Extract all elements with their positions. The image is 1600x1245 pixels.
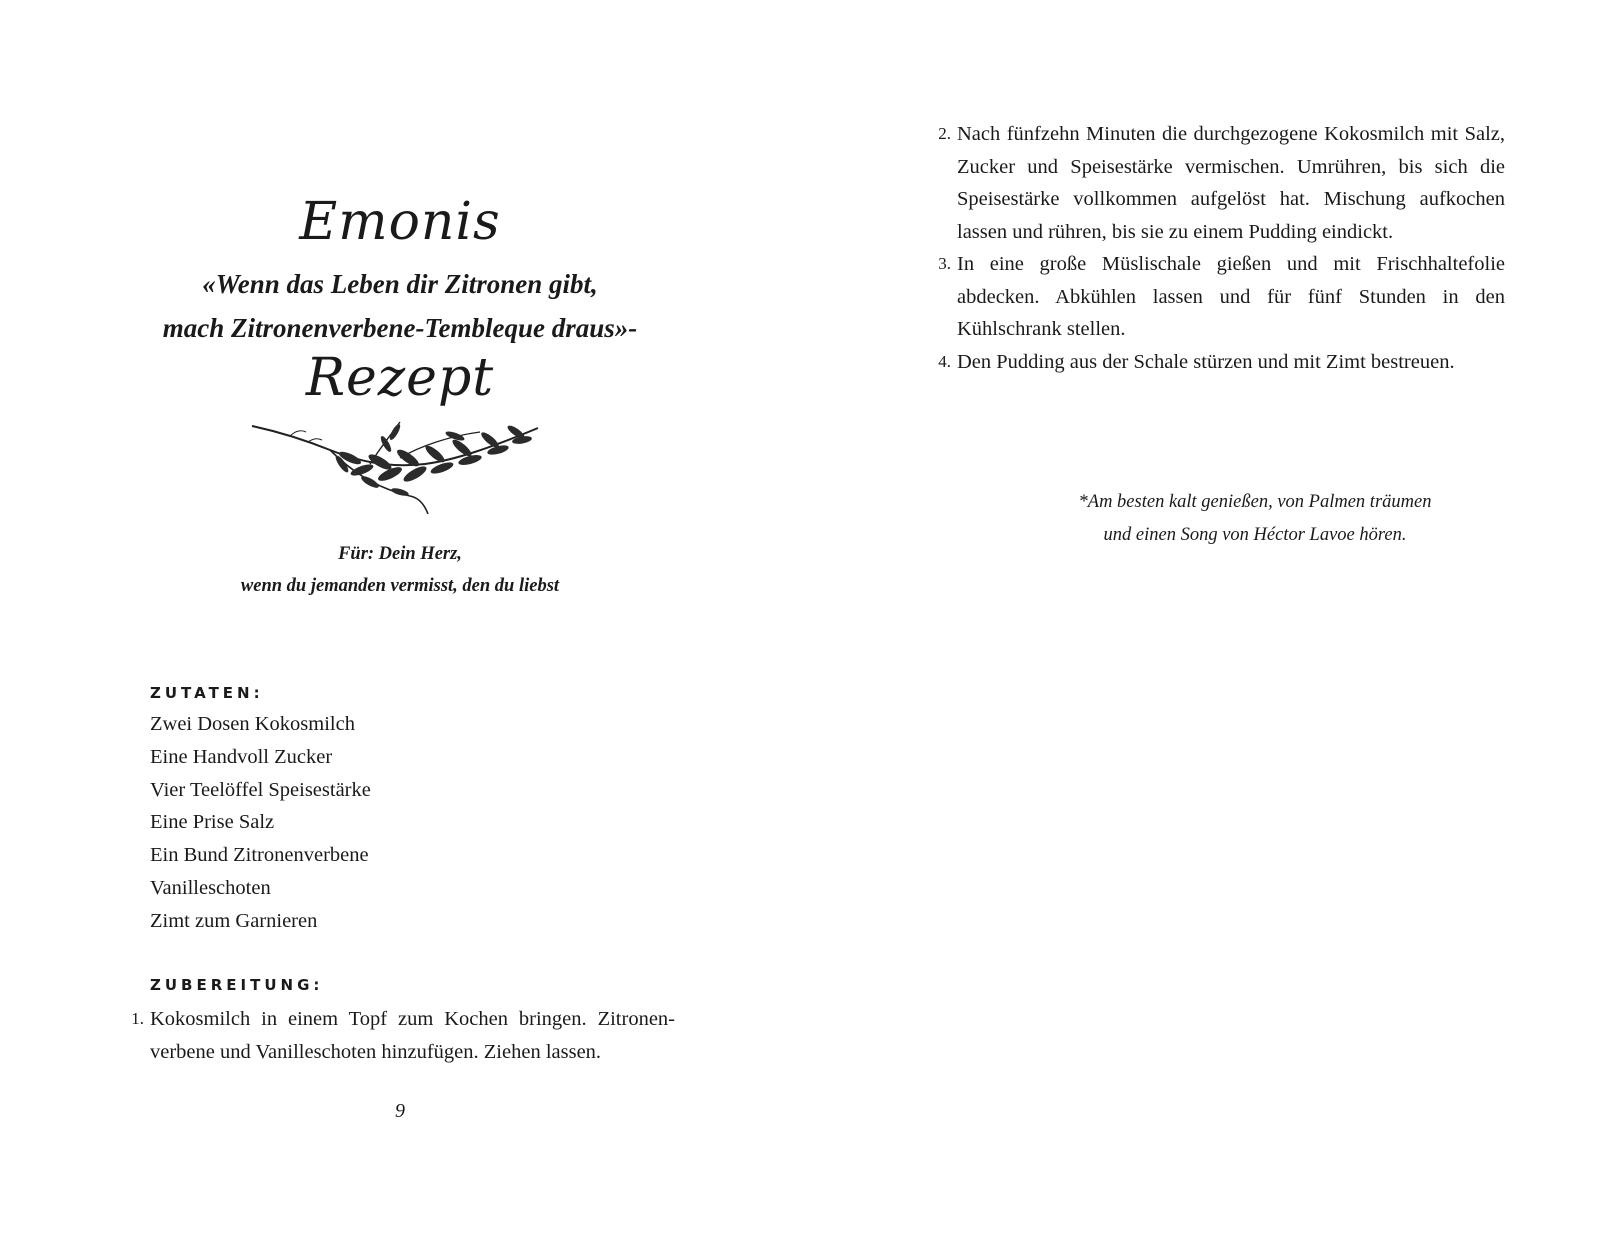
footnote-line-2: und einen Song von Héctor Lavoe hören. [1103,525,1407,545]
step-text: Kokosmilch in einem Topf zum Kochen bringen. Zitronenverbene und Vanilleschoten hinzufügen. Ziehen lassen. [150,1008,675,1063]
list-item: Ein Bund Zitronenverbene [150,844,369,867]
preparation-step [131,1003,675,1068]
ingredients-heading [150,683,264,703]
ingredients-list [150,708,371,938]
preparation-heading-label: ZUBEREITUNG [150,976,314,994]
preparation-steps-right [938,118,1505,378]
step-text: Nach fünfzehn Minuten die durchgezogene Kokosmilch mit Salz, Zucker und Speisestärke vermischen. Umrühren, bis sich die Speisestärke vollkommen aufgelöst hat. Mischung aufkochen lassen und rühren, bis sie zu einem Pudding eindickt. [957,123,1505,243]
step-number: 4. [938,351,951,371]
subtitle-line-1: «Wenn das Leben dir Zitronen gibt, [202,269,598,299]
preparation-step [938,346,1505,379]
list-item: Zwei Dosen Kokosmilch [150,713,355,735]
step-number: 3. [938,254,951,273]
list-item: Eine Prise Salz [150,811,275,834]
step-number: 2. [938,124,951,143]
page-number: 9 [395,1100,405,1122]
footnote-line-1: *Am besten kalt genießen, von Palmen träumen [1078,492,1432,512]
subtitle-line-2: mach Zitronenverbene-Tembleque draus»- [162,313,638,343]
ingredients-heading-label: ZUTATEN [150,684,254,702]
step-number: 1. [131,1009,144,1028]
preparation-steps-left [131,1003,675,1068]
preparation-step [938,248,1505,346]
lemon-verbena-sprig-illustration [250,418,545,518]
list-item: Zimt zum Garnieren [150,909,318,932]
list-item: Vier Teelöffel Speisestärke [150,778,371,801]
step-text: Den Pudding aus der Schale stürzen und mit Zimt bestreuen. [957,350,1455,373]
list-item: Eine Handvoll Zucker [150,745,333,768]
dedication-line-1: Für: Dein Herz, [338,544,462,564]
recipe-subtitle [100,262,700,350]
preparation-step [938,118,1505,248]
right-page [800,0,1600,1245]
recipe-title-rezept: Rezept [305,348,495,408]
dedication-line-2: wenn du jemanden vermisst, den du liebst [240,576,560,596]
list-item: Vanilleschoten [150,876,271,899]
ingredients-heading-colon: : [253,684,264,702]
recipe-title-name: Emonis [299,192,501,252]
step-text: In eine große Müslischale gießen und mit Frischhaltefolie abdecken. Abkühlen lassen und für fünf Stunden in den Kühlschrank stellen. [957,253,1505,340]
preparation-heading-colon: : [313,976,324,994]
dedication [150,538,650,602]
serving-footnote [950,486,1560,552]
preparation-heading [150,975,323,995]
